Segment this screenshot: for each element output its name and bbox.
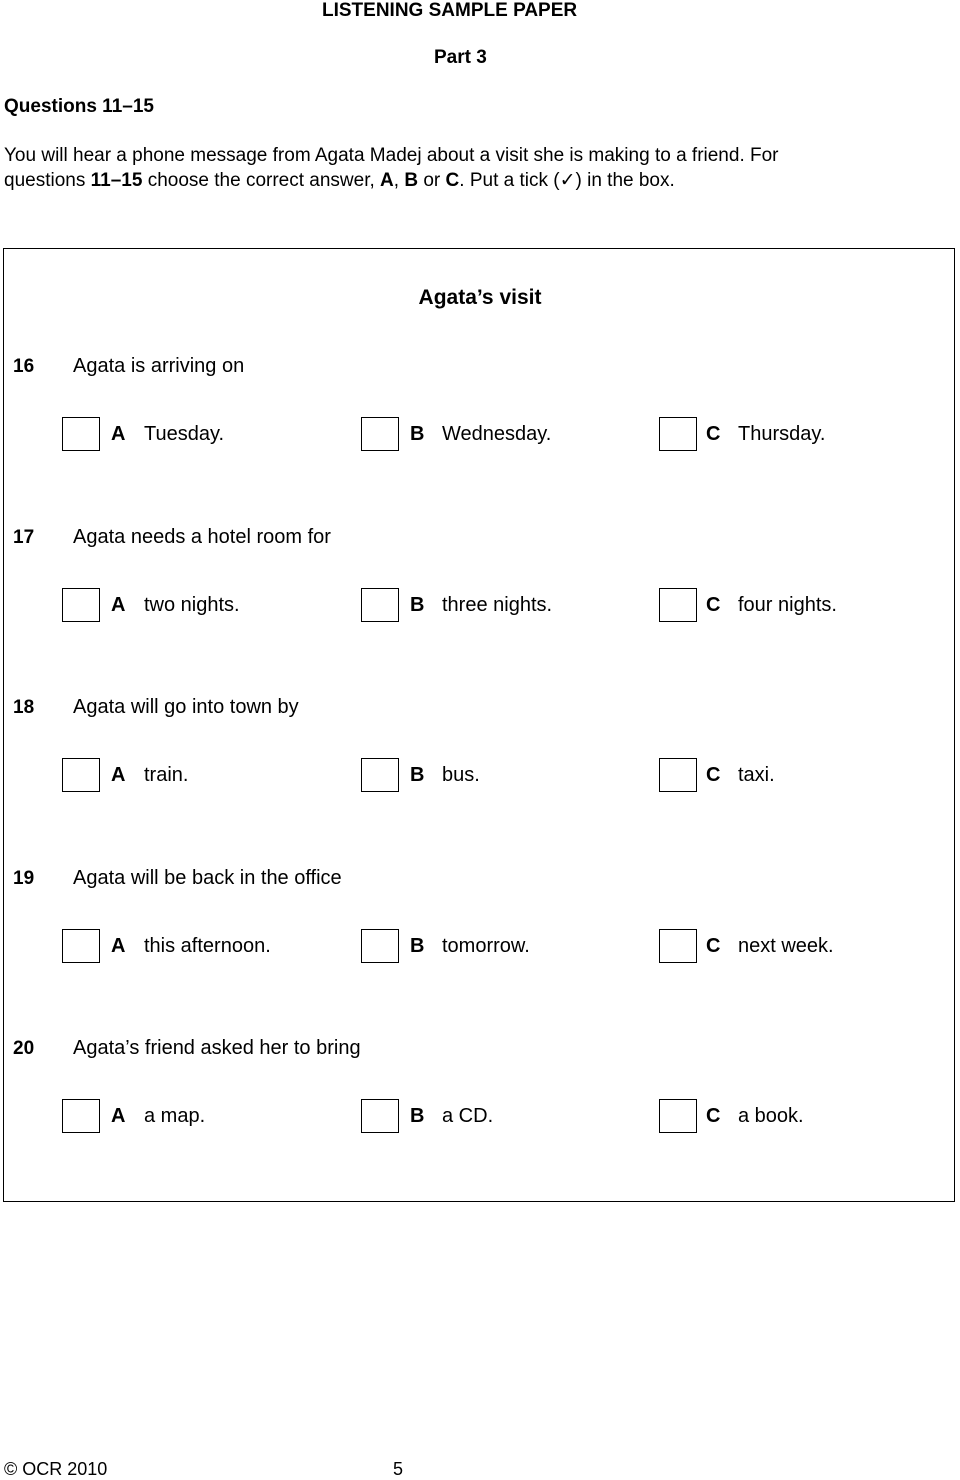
instructions-range: 11–15 xyxy=(90,170,143,191)
copyright: © OCR 2010 xyxy=(4,1459,108,1479)
answer-checkbox-a[interactable] xyxy=(62,929,100,963)
page-number: 5 xyxy=(393,1459,404,1479)
option-text: taxi. xyxy=(738,764,775,786)
option-text: a book. xyxy=(738,1105,804,1127)
answer-checkbox-c[interactable] xyxy=(659,588,697,622)
option-text: this afternoon. xyxy=(144,934,271,957)
question-number: 19 xyxy=(13,867,35,889)
answer-checkbox-c[interactable] xyxy=(659,758,697,792)
option-text: a CD. xyxy=(442,1105,494,1127)
answer-checkbox-b[interactable] xyxy=(361,929,399,963)
option-letter: B xyxy=(410,1105,425,1127)
instructions-letter-b: B xyxy=(404,170,419,191)
question-number: 18 xyxy=(13,697,35,718)
option-text: two nights. xyxy=(144,593,240,616)
question-text: Agata is arriving on xyxy=(73,355,245,377)
option-text: train. xyxy=(144,764,189,786)
answer-checkbox-b[interactable] xyxy=(361,758,399,792)
option-text: three nights. xyxy=(442,593,553,616)
question-number: 16 xyxy=(13,356,35,377)
instructions-letter-a: A xyxy=(380,170,394,191)
questions-range-heading: Questions 11–15 xyxy=(4,96,154,117)
option-letter: C xyxy=(706,764,721,786)
instructions-letter-c: C xyxy=(445,170,460,191)
option-text: Thursday. xyxy=(738,423,826,445)
instructions-line-2 xyxy=(4,168,944,193)
answer-checkbox-a[interactable] xyxy=(62,588,100,622)
option-letter: C xyxy=(706,1105,721,1127)
option-text: four nights. xyxy=(738,593,837,616)
instructions-prefix: questions xyxy=(4,170,91,191)
question-number: 17 xyxy=(13,526,35,548)
instructions-or: or xyxy=(418,170,446,191)
question-text: Agata will be back in the office xyxy=(73,866,342,889)
answer-checkbox-a[interactable] xyxy=(62,417,100,451)
option-letter: A xyxy=(111,593,126,616)
instructions-mid: choose the correct answer, xyxy=(142,170,381,191)
option-letter: B xyxy=(410,934,425,957)
option-text: tomorrow. xyxy=(442,934,530,957)
instructions-end: . Put a tick (✓) in the box. xyxy=(459,170,675,191)
question-text: Agata’s friend asked her to bring xyxy=(73,1037,361,1059)
option-letter: B xyxy=(410,593,425,616)
answer-checkbox-c[interactable] xyxy=(659,929,697,963)
option-letter: A xyxy=(111,1105,126,1127)
option-text: a map. xyxy=(144,1105,206,1127)
answer-checkbox-b[interactable] xyxy=(361,417,399,451)
option-letter: B xyxy=(410,423,425,445)
answer-checkbox-c[interactable] xyxy=(659,417,697,451)
answer-checkbox-b[interactable] xyxy=(361,588,399,622)
part-heading: Part 3 xyxy=(434,47,487,68)
option-letter: C xyxy=(706,423,721,445)
panel-title: Agata’s visit xyxy=(418,286,542,309)
question-text: Agata will go into town by xyxy=(73,696,299,718)
option-letter: A xyxy=(111,423,126,445)
instructions-comma: , xyxy=(393,170,405,191)
option-letter: B xyxy=(410,764,425,786)
instructions-line-1: You will hear a phone message from Agata Madej about a visit she is making to a friend. For xyxy=(4,145,779,166)
answer-checkbox-a[interactable] xyxy=(62,758,100,792)
option-text: Tuesday. xyxy=(144,423,225,445)
option-text: Wednesday. xyxy=(442,423,552,445)
option-letter: C xyxy=(706,593,721,616)
option-letter: A xyxy=(111,764,126,786)
option-letter: C xyxy=(706,934,721,957)
question-number: 20 xyxy=(13,1038,35,1059)
option-text: next week. xyxy=(738,934,834,957)
answer-checkbox-c[interactable] xyxy=(659,1099,697,1133)
answer-checkbox-a[interactable] xyxy=(62,1099,100,1133)
paper-title: LISTENING SAMPLE PAPER xyxy=(322,0,578,21)
question-text: Agata needs a hotel room for xyxy=(73,525,331,548)
answer-checkbox-b[interactable] xyxy=(361,1099,399,1133)
instructions xyxy=(4,143,944,193)
option-letter: A xyxy=(111,934,126,957)
option-text: bus. xyxy=(442,764,480,786)
